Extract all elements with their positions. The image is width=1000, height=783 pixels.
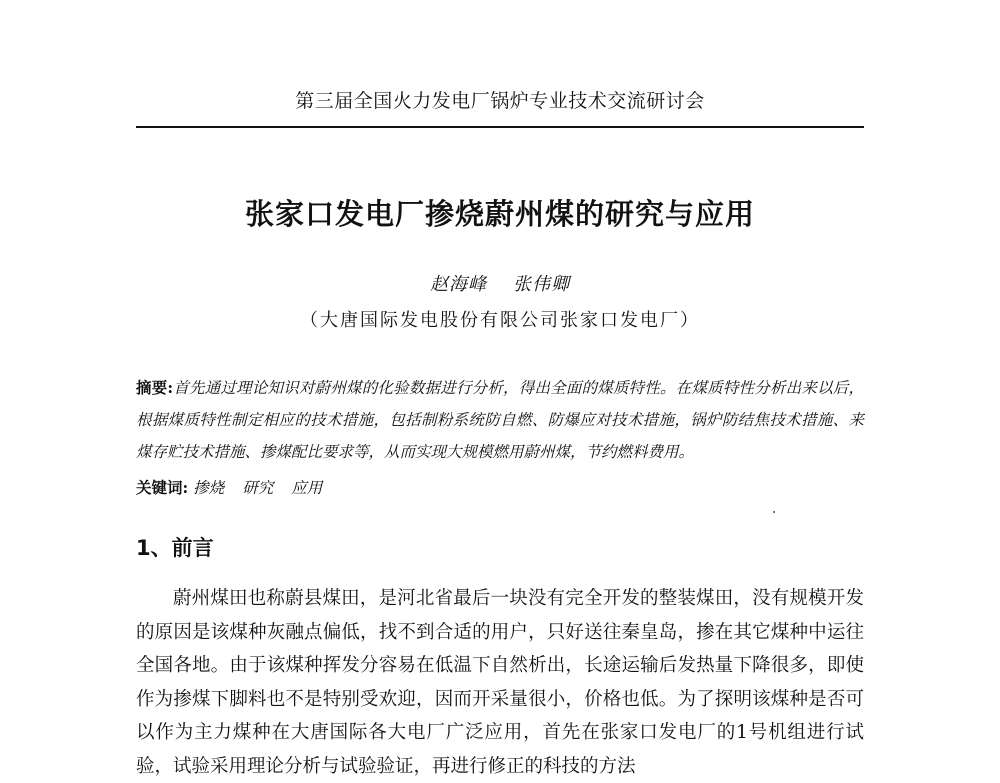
section-heading: 1、前言	[136, 536, 214, 560]
abstract-label: 摘要:	[136, 378, 174, 397]
author-name: 赵海峰	[430, 274, 487, 295]
abstract	[136, 372, 864, 468]
body-paragraph: 蔚州煤田也称蔚县煤田，是河北省最后一块没有完全开发的整装煤田，没有规模开发的原因是该煤种灰融点偏低，找不到合适的用户，只好送往秦皇岛，掺在其它煤种中运往全国各地。由于该煤种挥发分容易在低温下自然析出，长途运输后发热量下降很多，即使作为掺煤下脚料也不是特别受欢迎，因而开采量很小，价格也低。为了探明该煤种是否可以作为主力煤种在大唐国际各大电厂广泛应用，首先在张家口发电厂的1号机组进行试验，试验采用理论分析与试验验证，再进行修正的科技的方法	[136, 588, 864, 777]
keyword: 研究	[242, 479, 274, 497]
header-rule	[136, 126, 864, 128]
running-header: 第三届全国火力发电厂锅炉专业技术交流研讨会	[295, 90, 705, 112]
scan-speck	[773, 511, 775, 513]
keyword: 应用	[291, 479, 323, 497]
keywords	[136, 472, 864, 504]
abstract-text: 首先通过理论知识对蔚州煤的化验数据进行分析，得出全面的煤质特性。在煤质特性分析出来以后，根据煤质特性制定相应的技术措施，包括制粉系统防自燃、防爆应对技术措施，锅炉防结焦技术措施、来煤存贮技术措施、掺煤配比要求等，从而实现大规模燃用蔚州煤，节约燃料费用。	[136, 379, 864, 461]
keyword: 掺烧	[193, 479, 225, 497]
author-list	[136, 270, 864, 296]
paper-title: 张家口发电厂掺烧蔚州煤的研究与应用	[244, 197, 755, 231]
author-affiliation: （大唐国际发电股份有限公司张家口发电厂）	[300, 310, 700, 331]
keywords-label: 关键词:	[136, 478, 189, 497]
author-name: 张伟卿	[513, 274, 570, 295]
